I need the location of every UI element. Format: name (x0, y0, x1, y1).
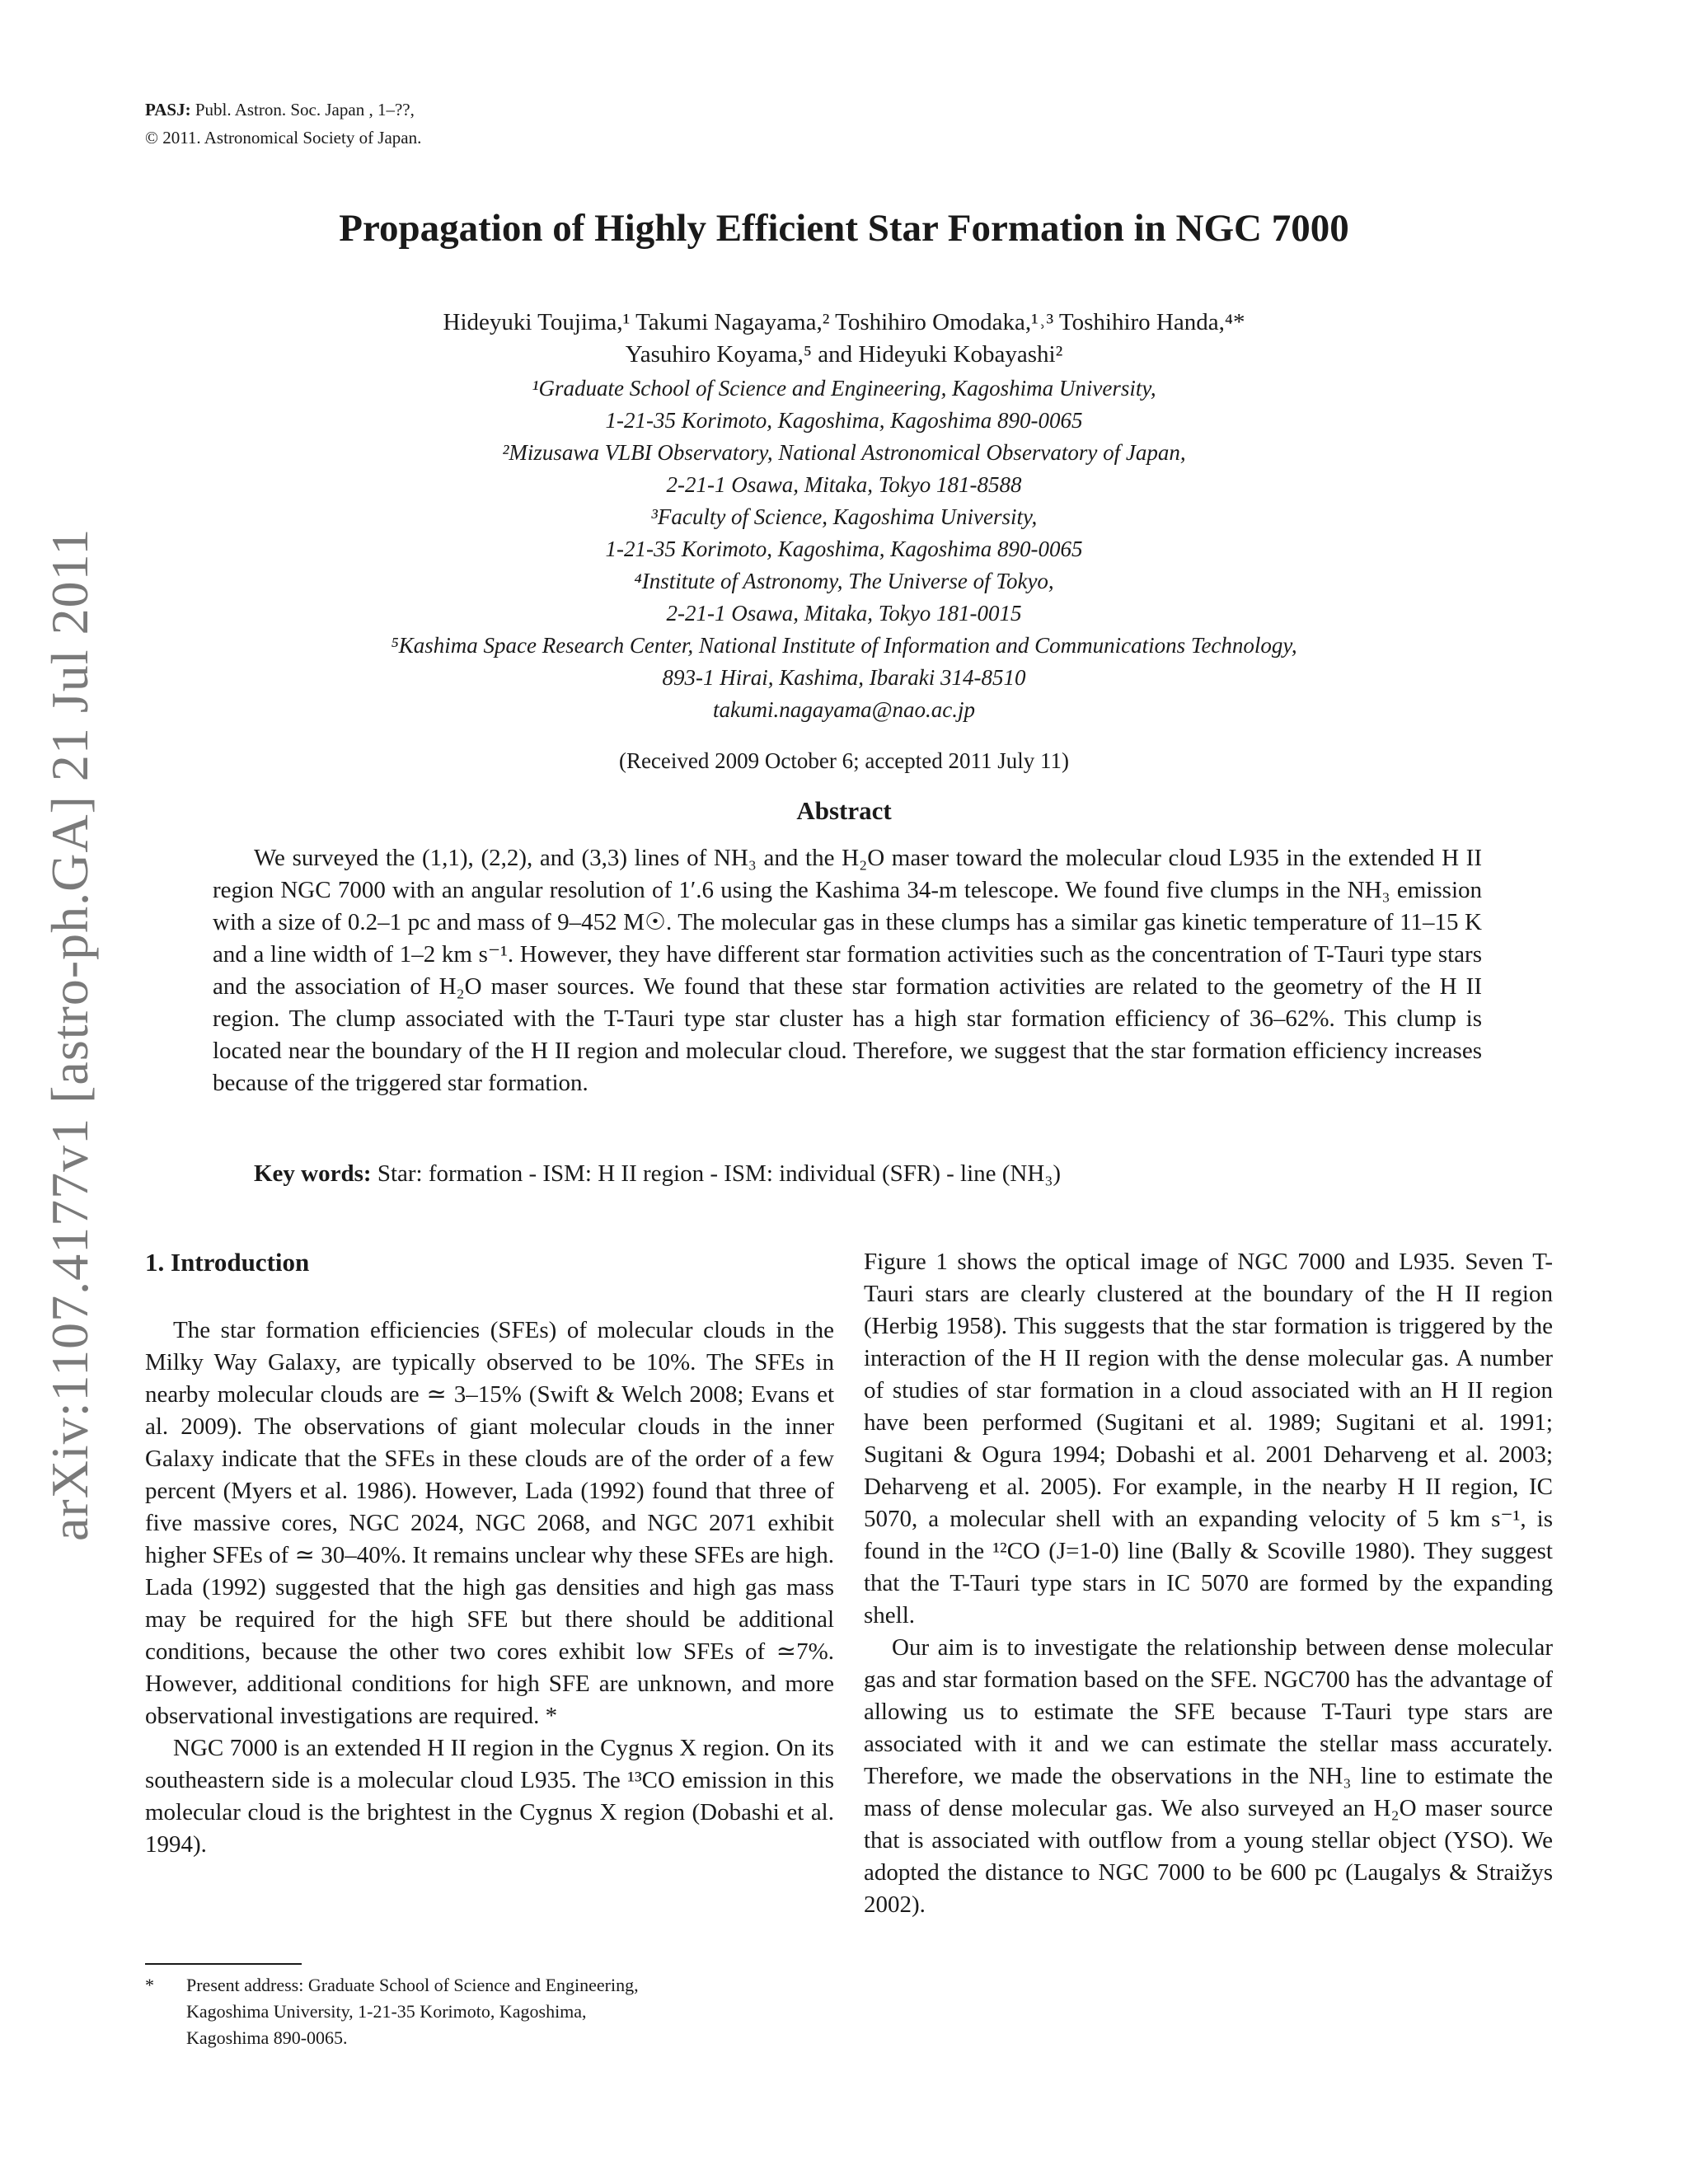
author-line-1: Hideyuki Toujima,¹ Takumi Nagayama,² Toshihiro Omodaka,¹˒³ Toshihiro Handa,⁴* (443, 309, 1245, 335)
footnote-line: Kagoshima University, 1-21-35 Korimoto, Kagoshima, (186, 2001, 587, 2022)
keywords-line (254, 1158, 1061, 1190)
affiliation-block (0, 373, 1688, 726)
received-dates: (Received 2009 October 6; accepted 2011 July 11) (618, 748, 1070, 773)
keywords-label: Key words: (254, 1160, 372, 1187)
contact-email[interactable]: takumi.nagayama@nao.ac.jp (712, 697, 976, 722)
abstract-text: We surveyed the (1,1), (2,2), and (3,3) lines of NH₃ and the H₂O maser toward the molecular cloud L935 in the extended H II region NGC 7000 with an angular resolution of 1′.6 using the Kashima 34-m telescope. We found five clumps in the NH₃ emission with a size of 0.2–1 pc and mass of 9–452 M☉. The molecular gas in these clumps has a similar gas kinetic temperature of 11–15 K and a line width of 1–2 km s⁻¹. However, they have different star formation activities such as the concentration of T-Tauri type stars and the association of H₂O maser sources. We found that these star formation activities are related to the geometry of the H II region. The clump associated with the T-Tauri type star cluster has a high star formation efficiency of 36–62%. This clump is located near the boundary of the H II region and molecular cloud. Therefore, we suggest that the star formation efficiency increases because of the triggered star formation. (213, 845, 1482, 1096)
journal-header (145, 96, 421, 152)
keywords-text: Star: formation - ISM: H II region - ISM: individual (SFR) - line (NH₃) (377, 1160, 1062, 1187)
right-column (864, 1246, 1553, 1921)
affiliation-line: ³Faculty of Science, Kagoshima University, (650, 504, 1038, 529)
copyright-line: © 2011. Astronomical Society of Japan. (145, 128, 422, 148)
body-paragraph: Figure 1 shows the optical image of NGC 7000 and L935. Seven T-Tauri stars are clearly clustered at the boundary of the H II region (Herbig 1958). This suggests that the star formation is triggered by the interaction of the H II region with the dense molecular gas. A number of studies of star formation in a cloud associated with an H II region have been performed (Sugitani et al. 1989; Sugitani et al. 1991; Sugitani & Ogura 1994; Dobashi et al. 2001 Deharveng et al. 2003; Deharveng et al. 2005). For example, in the nearby H II region, IC 5070, a molecular shell with an expanding velocity of 5 km s⁻¹, is found in the ¹²CO (J=1-0) line (Bally & Scoville 1980). They suggest that the T-Tauri type stars in IC 5070 are formed by the expanding shell. (864, 1249, 1553, 1629)
journal-label: PASJ: (145, 100, 191, 120)
affiliation-line: ⁵Kashima Space Research Center, National Institute of Information and Communications Technology, (391, 633, 1297, 658)
footnote-line: Present address: Graduate School of Science and Engineering, (186, 1975, 639, 1995)
body-paragraph: Our aim is to investigate the relationship between dense molecular gas and star formation based on the SFE. NGC700 has the advantage of allowing us to estimate the SFE because T-Tauri type stars are associated with it and we can estimate the stellar mass accurately. Therefore, we made the observations in the NH₃ line to estimate the mass of dense molecular gas. We also surveyed an H₂O maser source that is associated with outflow from a young stellar object (YSO). We adopted the distance to NGC 7000 to be 600 pc (Laugalys & Straižys 2002). (864, 1634, 1553, 1918)
footnote-mark: * (145, 1975, 154, 1995)
affiliation-line: ¹Graduate School of Science and Engineering, Kagoshima University, (532, 376, 1156, 401)
affiliation-line: 2-21-1 Osawa, Mitaka, Tokyo 181-0015 (666, 601, 1022, 626)
section-heading: 1. Introduction (145, 1248, 310, 1277)
affiliation-line: ²Mizusawa VLBI Observatory, National Astronomical Observatory of Japan, (502, 440, 1186, 465)
paper-title: Propagation of Highly Efficient Star Formation in NGC 7000 (339, 207, 1349, 250)
affiliation-line: 893-1 Hirai, Kashima, Ibaraki 314-8510 (662, 665, 1026, 690)
affiliation-line: 2-21-1 Osawa, Mitaka, Tokyo 181-8588 (666, 472, 1022, 497)
footnote-rule (145, 1963, 302, 1965)
affiliation-line: ⁴Institute of Astronomy, The Universe of Tokyo, (634, 569, 1054, 593)
arxiv-identifier[interactable]: arXiv:1107.4177v1 [astro-ph.GA] 21 Jul 2011 (40, 527, 99, 1541)
body-paragraph: NGC 7000 is an extended H II region in the Cygnus X region. On its southeastern side is a molecular cloud L935. The ¹³CO emission in this molecular cloud is the brightest in the Cygnus X region (Dobashi et al. 1994). (145, 1735, 834, 1858)
journal-citation: Publ. Astron. Soc. Japan , 1–??, (195, 100, 415, 120)
abstract-heading: Abstract (796, 796, 892, 825)
affiliation-line: 1-21-35 Korimoto, Kagoshima, Kagoshima 890-0065 (605, 537, 1083, 561)
footnote (145, 1972, 834, 2051)
author-line-2: Yasuhiro Koyama,⁵ and Hideyuki Kobayashi² (625, 341, 1063, 368)
left-column (145, 1246, 834, 1861)
affiliation-line: 1-21-35 Korimoto, Kagoshima, Kagoshima 890-0065 (605, 408, 1083, 433)
body-paragraph: The star formation efficiencies (SFEs) of molecular clouds in the Milky Way Galaxy, are typically observed to be 10%. The SFEs in nearby molecular clouds are ≃ 3–15% (Swift & Welch 2008; Evans et al. 2009). The observations of giant molecular clouds in the inner Galaxy indicate that the SFEs in these clouds are of the order of a few percent (Myers et al. 1986). However, Lada (1992) found that three of five massive cores, NGC 2024, NGC 2068, and NGC 2071 exhibit higher SFEs of ≃ 30–40%. It remains unclear why these SFEs are high. Lada (1992) suggested that the high gas densities and high gas mass may be required for the high SFE but there should be additional conditions, because the other two cores exhibit low SFEs of ≃7%. However, additional conditions for high SFE are unknown, and more observational investigations are required. * (145, 1317, 834, 1729)
footnote-line: Kagoshima 890-0065. (186, 2027, 348, 2048)
author-list (0, 307, 1688, 371)
